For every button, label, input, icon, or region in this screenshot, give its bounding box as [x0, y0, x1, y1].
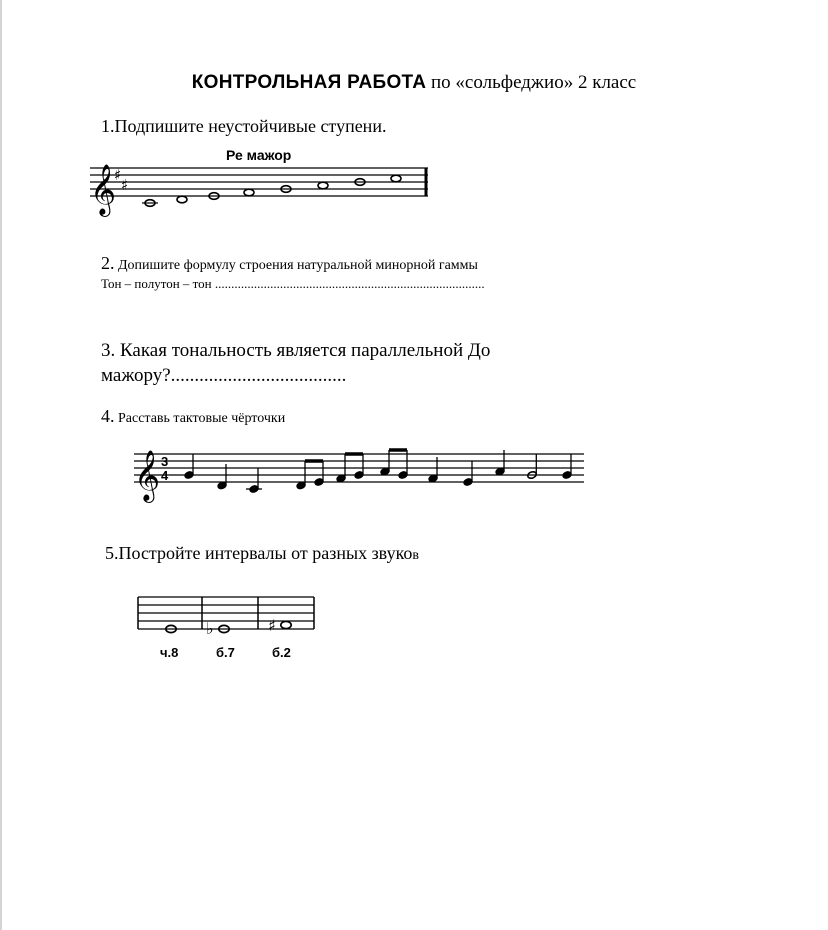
treble-clef-icon: 𝄞: [90, 164, 117, 215]
question-4: [101, 406, 285, 427]
melody-staff: [132, 444, 592, 504]
staff-lines: [138, 597, 314, 629]
question-2: [101, 253, 478, 274]
time-signature-top: 3: [161, 454, 169, 469]
title-bold: КОНТРОЛЬНАЯ РАБОТА: [191, 72, 427, 93]
intervals-staff: [134, 592, 334, 667]
time-signature-bottom: 4: [161, 468, 169, 483]
sharp-icon: ♯: [121, 176, 129, 194]
sharp-icon: ♯: [114, 166, 122, 184]
flat-icon: ♭: [206, 619, 214, 638]
page-title: [0, 72, 828, 94]
question-1: 1.Подпишите неустойчивые ступени.: [101, 116, 387, 136]
question-5: [105, 543, 419, 564]
note-whole: [177, 196, 187, 203]
question-3[interactable]: 3. Какая тональность является параллельной До мажору?.....................................: [101, 340, 491, 386]
note-whole: [281, 621, 291, 628]
staff-lines: [90, 168, 428, 196]
question-2-text: Допишите формулу строения натуральной минорной гаммы: [114, 258, 478, 273]
note-whole: [318, 182, 328, 189]
question-4-number: 4.: [101, 406, 115, 426]
question-4-text: Расставь тактовые чёрточки: [114, 411, 286, 426]
note-whole: [244, 189, 254, 196]
note-quarter: [562, 454, 572, 479]
question-5-text-tail: в: [412, 548, 420, 563]
formula-line[interactable]: Тон – полутон – тон ...................................................................................: [101, 276, 485, 291]
interval-label: б.2: [272, 645, 291, 660]
staff-label: Ре мажор: [226, 147, 292, 163]
interval-label: ч.8: [160, 645, 179, 660]
page-edge: [0, 0, 2, 930]
treble-clef-icon: 𝄞: [134, 450, 161, 501]
sharp-icon: ♯: [268, 616, 276, 635]
interval-label: б.7: [216, 645, 235, 660]
scale-notes: [142, 175, 401, 206]
question-5-text: 5.Постройте интервалы от разных звуко: [105, 543, 413, 563]
note-whole: [391, 175, 401, 182]
melody-notes: [184, 450, 505, 493]
title-rest: по «сольфеджио» 2 класс: [426, 72, 637, 93]
staff-d-major: [88, 142, 428, 215]
question-2-number: 2.: [101, 253, 115, 273]
